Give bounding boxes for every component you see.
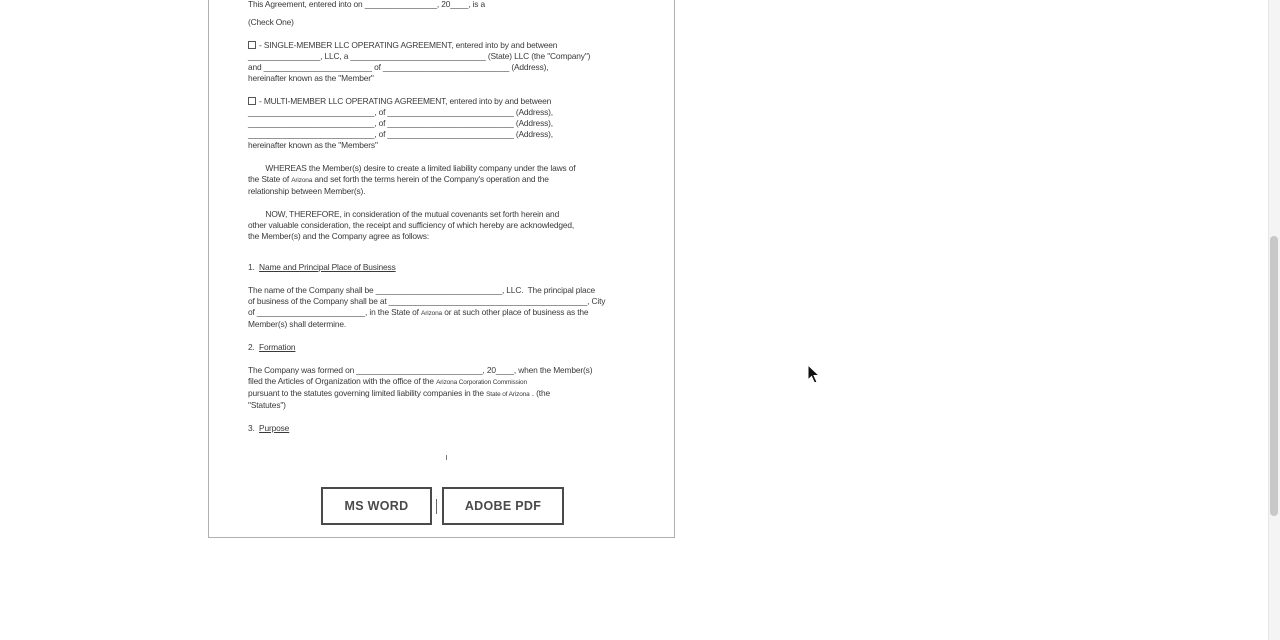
section-1-text: of ________________________, in the State of Arizona or at such other place of business as the xyxy=(248,307,589,317)
multi-member-option: - MULTI-MEMBER LLC OPERATING AGREEMENT, entered into by and between xyxy=(248,96,648,107)
section-1-text: of business of the Company shall be at ____________________________________________, City xyxy=(248,296,606,306)
multi-member-line: ____________________________, of ____________________________ (Address), xyxy=(248,107,553,117)
adobe-pdf-download-button[interactable]: ADOBE PDF xyxy=(442,487,564,525)
scrollbar-thumb[interactable] xyxy=(1270,236,1278,516)
therefore-paragraph: NOW, THEREFORE, in consideration of the mutual covenants set forth herein and xyxy=(248,209,560,219)
whereas-paragraph: the State of Arizona and set forth the terms herein of the Company's operation and the xyxy=(248,174,549,184)
mouse-pointer-icon xyxy=(807,364,821,385)
section-heading: 1. Name and Principal Place of Business xyxy=(248,262,396,272)
button-divider xyxy=(436,499,437,514)
document-preview xyxy=(208,0,675,538)
therefore-paragraph: the Member(s) and the Company agree as follows: xyxy=(248,231,430,241)
section-1-text: The name of the Company shall be ____________________________, LLC. The principal place xyxy=(248,285,596,295)
single-member-checkbox-icon xyxy=(248,41,256,49)
section-2-text: filed the Articles of Organization with the office of the Arizona Corporation Commission xyxy=(248,376,527,386)
single-member-option: - SINGLE-MEMBER LLC OPERATING AGREEMENT, entered into by and between xyxy=(248,40,648,51)
section-heading: 3. Purpose xyxy=(248,423,290,433)
section-2-text: The Company was formed on ____________________________, 20____, when the Member(s) xyxy=(248,365,593,375)
section-heading: 2. Formation xyxy=(248,342,296,352)
whereas-paragraph: relationship between Member(s). xyxy=(248,186,366,196)
intro-line: This Agreement, entered into on ________________, 20____, is a xyxy=(248,0,486,9)
check-one-label: (Check One) xyxy=(248,17,294,27)
page-marker xyxy=(446,455,447,460)
single-member-line: and ________________________ of ____________________________ (Address), xyxy=(248,62,549,72)
section-2-text: "Statutes") xyxy=(248,400,286,410)
single-member-line: hereinafter known as the "Member" xyxy=(248,73,374,83)
section-1-text: Member(s) shall determine. xyxy=(248,319,347,329)
multi-member-line: ____________________________, of ____________________________ (Address), xyxy=(248,129,553,139)
whereas-paragraph: WHEREAS the Member(s) desire to create a limited liability company under the laws of xyxy=(248,163,576,173)
single-member-line: ________________, LLC, a ______________________________ (State) LLC (the "Company") xyxy=(248,51,591,61)
multi-member-checkbox-icon xyxy=(248,97,256,105)
ms-word-download-button[interactable]: MS WORD xyxy=(321,487,432,525)
multi-member-line: ____________________________, of ____________________________ (Address), xyxy=(248,118,553,128)
section-2-text: pursuant to the statutes governing limited liability companies in the State of Arizona . (the xyxy=(248,388,550,398)
document-text xyxy=(248,0,648,434)
multi-member-line: hereinafter known as the "Members" xyxy=(248,140,378,150)
therefore-paragraph: other valuable consideration, the receipt and sufficiency of which hereby are acknowledged, xyxy=(248,220,575,230)
